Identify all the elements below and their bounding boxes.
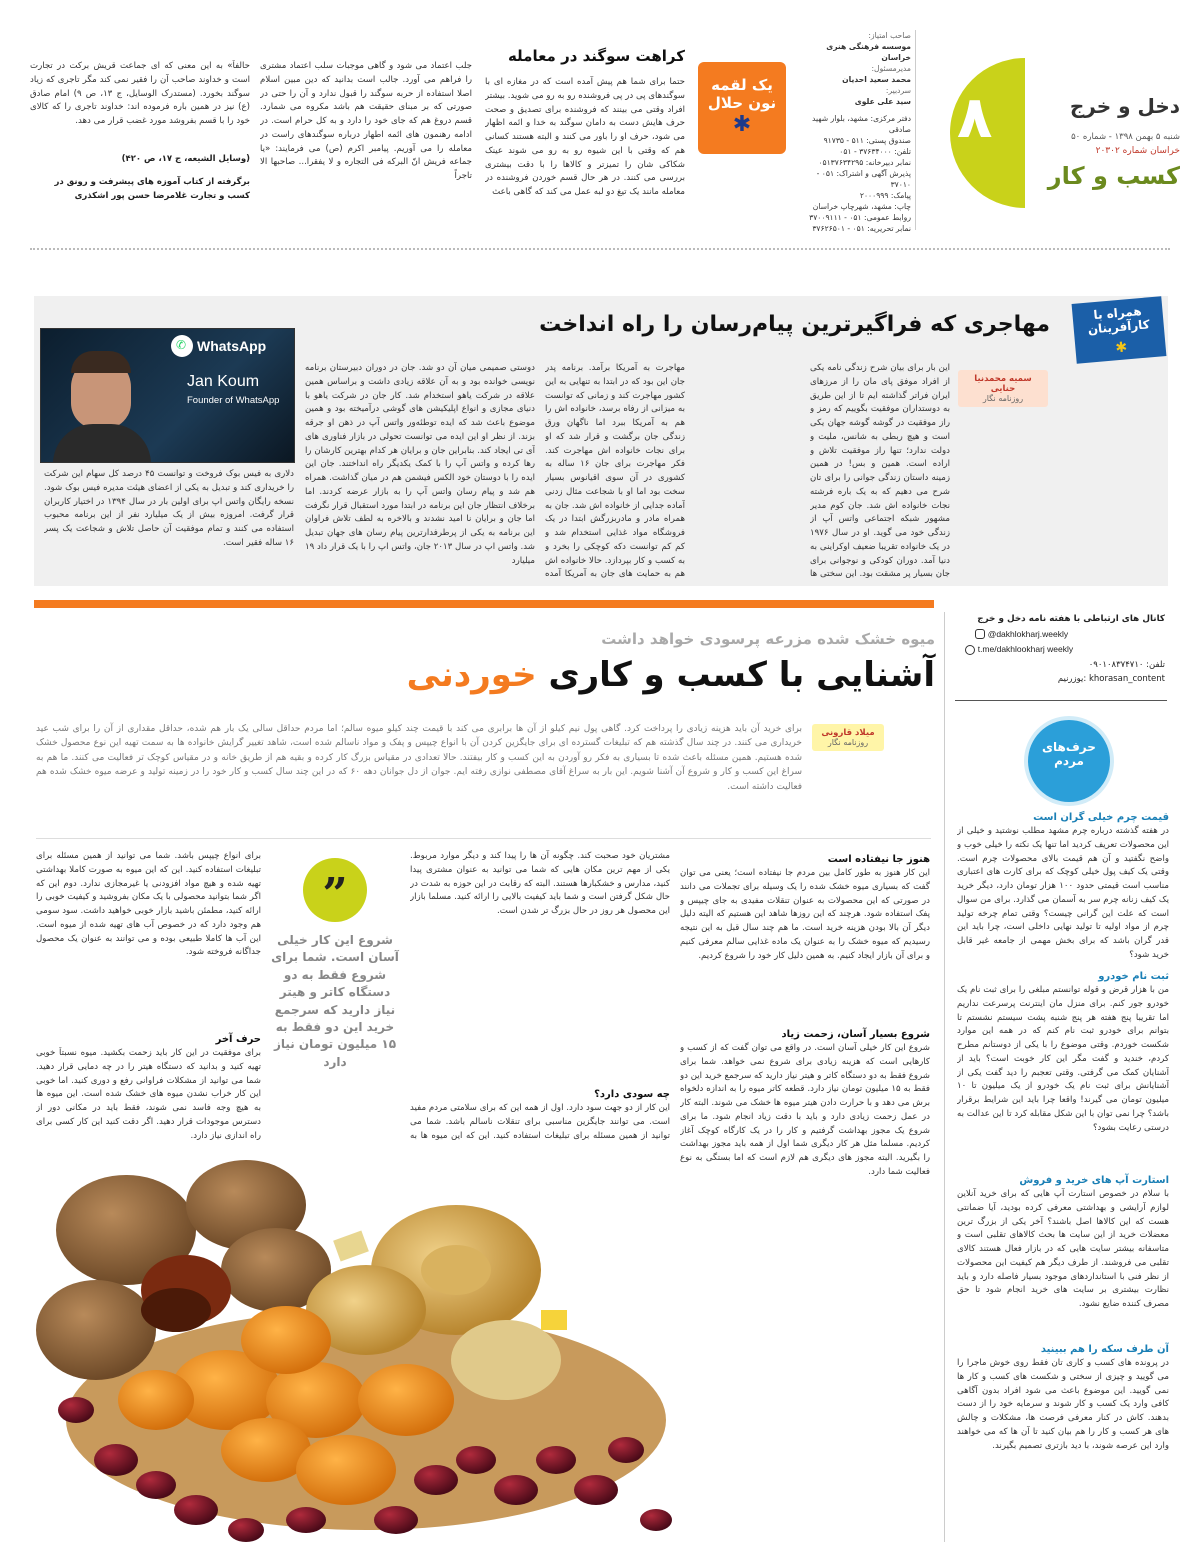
badge-line2: کارآفرینان — [1087, 317, 1151, 337]
feature-text: شروع این کار خیلی آسان است. در واقع می توان گفت که از کسب و کارهایی است که هزینه زیادی برای شروع نمی خواهد. شما برای شروع فقط به دو دستگاه کاتر و هیتر نیاز دارید که سرجمع خرید این دو فقط به ۱۵ میلیون تومان نیاز دارد. قطعه کاتر میوه را به اندازه دلخواه برش می دهد و با حرارت دادن هیتر میوه ها خشک می شوند. البته کار در عمل زحمت زیادی دارد و باید با دقت زیاد انجام شود. ما برای شروع یک مجوز بهداشت گرفتیم و کار را در یک کارگاه کوچک آغاز کردیم. مسلما مثل هر کار دیگری شما اول از همه باید مجوز بهداشت را بگیرید. البته مجوز های دیگری هم لازم است که اما بستگی به نوع فعالیت شما دارد. — [680, 1043, 930, 1177]
star-icon: ✱ — [1114, 339, 1128, 357]
sidebar-divider — [944, 612, 945, 1542]
credit-line: پیامک: ۲۰۰۰۹۹۹ — [859, 191, 911, 200]
manager: محمد سعید احدیان — [842, 75, 911, 84]
quote-icon: ” — [303, 858, 367, 922]
entrepreneur-col: دوستی صمیمی میان آن دو شد. جان در دوران دبیرستان برنامه نویسی خوانده بود و به آن علاقه زیادی داشت و براساس همین علاقه در شرکت یاهو استخدام شد. کار جان در شرکت یاهو با دنیای مجازی و انواع اپلیکیشن های گوشی درآمیخته بود و همین موضوع باعث شد که ایده توطئه‌ور واتس آپ در ذهن او جرقه بزند. از نظر او این ایده می توانست تحولی در بازار فناوری های آی تی ایجاد کند. بنابراین جان و برایان هر کدام بهترین کارشان را رها کرده و واتس آپ را با کمک یکدیگر راه انداختند. جان این ایده را با دوستان خود الکس فیشمن هم در میان گذاشت. همراه هم شد و پیام رسان واتس آپ را به بازار عرضه کردند. اما برخلاف انتظار جان این برنامه در ابتدا مورد استقبال قرار نگرفت اما جان و برایان نا امید نشدند و بالاخره به لطف تلاش فراوان این برنامه به یکی از پرطرفدارترین پیام رسان های جهان تبدیل شد. واتس اپ در سال ۲۰۱۳ جان، واتس اپ را با یک قرار داد ۱۹ میلیارد — [305, 363, 535, 566]
mardom-item-title: قیمت چرم خیلی گران است — [1033, 812, 1169, 823]
author-name: سمیه محمدنیا حنایی — [974, 374, 1032, 394]
feature-title — [350, 655, 935, 695]
mardom-item-title: آن طرف سکه را هم ببینید — [1040, 1344, 1169, 1355]
feature-col-2 — [410, 850, 670, 1150]
feature-text: این کار هنوز به طور کامل بین مردم جا نیفتاده است؛ یعنی می توان گفت که بسیاری میوه خشک شده را یک وسیله برای تجملات می دانند در صورتی که این محصولات به عنوان تنقلات مفیدی به جای چیپس و پفک استفاده شود. هرچند که این روزها شاهد این هستیم که الیته دلیل دیگر آن بالا بودن هزینه خرید است. ما هم چند سال قبل به این نتیجه رسیدیم که میوه خشک را به عنوان یک ماده غذایی سالم معرفی کنیم و برای آن بازار ایجاد کنیم. به همین دلیل کار خود را شروع کردیم. — [680, 868, 930, 961]
mardom-item-title: ثبت نام خودرو — [1098, 971, 1169, 982]
whatsapp-text: WhatsApp — [197, 338, 267, 354]
star-icon: ✱ — [732, 112, 752, 137]
instagram-icon — [975, 629, 985, 639]
photo-name: Jan Koum — [187, 373, 260, 390]
halal-line1: یک لقمه — [711, 76, 773, 94]
dotted-divider — [30, 248, 1170, 250]
telegram-icon — [965, 645, 975, 655]
mardom-item — [957, 1175, 1169, 1338]
feature-kicker: میوه خشک شده مزرعه پرسودی خواهد داشت — [601, 630, 935, 648]
whatsapp-logo — [171, 335, 266, 357]
dried-fruit-photo — [36, 1160, 676, 1545]
jan-koum-photo — [40, 328, 295, 463]
quote-text: شروع این کار خیلی آسان است. شما برای شروع فقط به دو دستگاه کاتر و هیتر نیاز دارید که سرجمع خرید این دو فقط به ۱۵ میلیون تومان نیاز دارد — [271, 933, 399, 1069]
mardom-item-text: من با هزار قرض و قوله توانستم مبلغی را برای ثبت نام یک خودرو جور کنم. برای منزل مان اینترنت پرسرعت نداریم اما تقریبا پنج هفته هر پنج شنبه پشت سیستم نشستم تا بتوانم برای خودرو ثبت نام کنم که در همه این موارد شکست خوردم. وقتی موضوع را با یکی از دوستانم مطرح کردم، خندید و گفت مگر این کار خوبت است؟ باید از آشنایان کمک می گرفتی. وقتی تعجبم را دید گفت یکی از آشنایانش برای ثبت نام یک خودرو از یک میلیون تا ۱۰ میلیون تومان می گیرند! واقعا چرا باید این شرایط برقرار باشد؟ چرا نمی توان با این شکل مقابله کرد تا این عدالت به درستی رعایت بشود؟ — [957, 985, 1169, 1133]
halal-article-col — [30, 60, 250, 240]
entrepreneur-badge — [1072, 296, 1167, 364]
mardom-item — [957, 812, 1169, 965]
halal-ref: (وسایل الشیعه، ج ۱۷، ص ۴۲۰) — [121, 154, 250, 164]
telegram-row — [955, 642, 1165, 657]
channel-box — [955, 612, 1165, 697]
mardom-badge-line2: مردم — [1054, 754, 1084, 768]
halal-box — [698, 62, 786, 154]
mardom-badge — [1028, 720, 1110, 802]
halal-article-title: کراهت سوگند در معامله — [507, 47, 685, 65]
owner: موسسه فرهنگی هنری خراسان — [826, 42, 911, 62]
feature-author-tag — [812, 724, 884, 751]
editor: سید علی علوی — [854, 97, 911, 106]
channel-phone: تلفن: ۰۹۰۱۰۸۳۷۴۷۱۰ — [1088, 659, 1165, 670]
owner-label: صاحب امتیاز: — [868, 31, 911, 40]
section-title: کسب و کار — [1047, 162, 1180, 190]
author-name: میلاد قارونی — [821, 728, 875, 738]
feature-rule — [36, 838, 931, 839]
credit-line: روابط عمومی: ۰۵۱ - ۳۷۰۰۹۱۱۱ — [809, 213, 911, 222]
logo: دخل و خرج — [1069, 94, 1180, 118]
halal-article-col: حتما برای شما هم پیش آمده است که در مغازه ای با سوگندهای پی در پی فروشنده رو به رو می شوید. بیشتر افراد وقتی می بینند که فروشنده برای تصدیق و صحت حرف هایش دست به دامان سوگند به خدا و ائمه اظهار می شود، حرف او را باور می کنند و البته هستند کسانی هم که وقتی با این شیوه رو به رو می شوند عینک شکاکی شان را تمیزتر و کالاها را با دقت بیشتری بررسی می کنند. در هر حال قسم خوردن فروشنده در معامله مانند یک تیغ دو لبه عمل می کند که گاهی باعث — [485, 77, 685, 197]
manager-label: مدیرمسئول: — [871, 64, 911, 73]
author-role: روزنامه نگار — [827, 738, 869, 747]
quote-box — [270, 852, 400, 1122]
mardom-item-text: در پرونده های کسب و کاری تان فقط روی خوش ماجرا را می گویید و چیزی از سختی و شکست های کسب و کار ها نمی گویید. این موضوع باعث می شود افراد بدون آگاهی کافی وارد یک کسب و کار شوند و سرمایه خود را از دست بدهند. کاش در کنار معرفی فرصت ها، مشکلات و چالش های هر کسب و کار را هم بیان کنید تا آن ها که می خواهند وارد این عرصه شوند، با دید بازتری تصمیم بگیرند. — [957, 1358, 1169, 1451]
photo-role: Founder of WhatsApp — [187, 395, 280, 406]
instagram-handle[interactable]: @dakhlokharj.weekly — [987, 628, 1069, 639]
credit-line: تلفن: ۳۷۶۳۴۰۰۰ - ۰۵۱ — [839, 147, 911, 156]
channel-id: khorasan_content :یوزرنیم — [1057, 674, 1165, 685]
mardom-item — [957, 971, 1169, 1169]
instagram-row — [955, 627, 1165, 642]
feature-col-1 — [680, 850, 930, 1545]
section-heading: حرف آخر — [215, 1034, 261, 1045]
halal-article-col: جلب اعتماد می شود و گاهی موجبات سلب اعتماد مشتری را فراهم می آورد. جالب است بدانید که دین مبین اسلام اصلا استفاده از حربه سوگند را قبول ندارد و آن را حتی در صورتی که بر مبنای حقیقت هم باشد مکروه می شمارد. قسم دروغ هم که جای خود را دارد و به کل حرام است. در ادامه رهنمون های ائمه اطهار درباره سوگندهای راست در معامله را می آوریم. پیامبر اکرم (ص) می فرمایند: «یا جماعه فریش انّ البرکه فی التجاره و لا یفقرا... صاحبها الا تاجراً — [260, 61, 472, 181]
mardom-item-text: در هفته گذشته درباره چرم مشهد مطلب نوشتید و خیلی از این محصولات تعریف کردید اما تنها یک نکته را خیلی خوب و واضح نگفتید و آن هم قیمت بالای محصولات چرم است. وقتی یک کیف پول خیلی کوچک که برای کارت های اعتباری مناسب است قیمتی حدود ۱۰۰ هزار تومان دارد، دیگر خرید یک کیف زنانه چرم سر به آسمان می گذارد. برای من سوال است که علت این گرانی چیست؟ وقتی تمام چرخه تولید چرم از مواد اولیه تا تولید نهایی داخلی است، چرا باید این قدر گران باشد که برای بخش مهمی از جامعه غیر قابل خرید شود؟ — [957, 826, 1169, 960]
dried-fruit-illustration — [36, 1160, 676, 1545]
orange-rule — [34, 600, 934, 608]
section-heading: شروع بسیار آسان، زحمت زیاد — [781, 1029, 930, 1040]
entrepreneur-col: این بار برای بیان شرح زندگی نامه یکی از افراد موفق پای مان را از مرزهای ایران فراتر گذاشته ایم تا از این طریق به دوستداران موفقیت بگوییم که رمز و راز موفقیت در گوشه گوشه جهان یکی است و هیچ ربطی به شانس، ملیت و دولت ندارد؛ تنها راز موفقیت تلاش و اراده است. همین و بس! در همین زمینه داستان زندگی جوانی را برای تان شرح می دهیم که به یک باره فرشته نجات خانواده اش شد. جان کوم مدیر مشهور شبکه اجتماعی واتس آپ از زندگی خود می گوید. او در سال ۱۹۷۶ در یک خانواده تقریبا ضعیف اوکراینی به دنیا آمد. دوران کودکی و نوجوانی برای جان بسیار پر مشقت بود. این سختی ها — [810, 363, 950, 580]
masthead — [1015, 22, 1180, 222]
feature-text: برای انواع چیپس باشد. شما می توانید از همین مسئله برای تبلیغات استفاده کنید. این که این میوه به صورت کاملا بهداشتی تهیه شده و هیچ مواد افزودنی یا غیرمجازی ندارد. دوم این که اگر شما بتوانید محصولی با یک مکان بفروشید و کیفیت خوبی را ارائه کنید، مطمئن باشید بازار خوبی خواهید داشت. سود سومی هم وجود دارد که در خصوص آب های تهیه شده از میوه است. این آب ها کاملا طبیعی بوده و می توانند به عنوان یک محصول جداگانه فروخته شود. — [36, 851, 261, 958]
badge-line1: همراه با — [1092, 303, 1143, 323]
mardom-item — [957, 1344, 1169, 1517]
entrepreneur-col: مهاجرت به آمریکا برآمد. برنامه پدر جان این بود که در ابتدا به تنهایی به این کشور مهاجرت کند و زمانی که توانست به میزانی از رفاه برسد، خانواده اش را هم به آمریکا ببرد اما ناگهان ورق زندگی جان برگشت و قرار شد که او برای نجات خانواده اش مهاجرت کند. فکر مهاجرت برای جان ۱۶ ساله به کشوری در آن سوی اقیانوس بسیار سخت بود اما او با شجاعت مثال زدنی آماده جدایی از خانواده اش شد. جان به همراه مادر و مادربزرگش ابتدا در یک فروشگاه مواد غذایی استخدام شد و کم کم توانست دکه کوچکی را بخرد و به کسب و کار بپردازد. حالا خانواده اش هم به حمایت های جان به آمریکا آمده — [545, 363, 685, 580]
feature-text: این کار از دو جهت سود دارد. اول از همه این که برای سلامتی مردم مفید است. می توانند جایگزین مناسبی برای تنقلات ناسالم باشد. شما می توانید از همین مسئله برای تبلیغات استفاده کنید. این که این میوه ها به — [410, 1103, 670, 1141]
entrepreneur-col: دلاری به فیس بوک فروخت و توانست ۴۵ درصد کل سهام این شرکت را خریداری کند و تبدیل به یکی از اعضای هیئت مدیره فیس بوک شود. نسخه رایگان واتس اپ برای اولین بار در سال ۱۳۹۴ در اختیار کاربران قرار گرفت. امروزه بیش از یک میلیارد نفر از این برنامه محبوب استفاده می کنند و تمام موفقیت آن حاصل تلاش و شجاعت یک پسر ۱۶ ساله فقیر است. — [44, 469, 294, 548]
credit-line: پذیرش آگهی و اشتراک: ۰۵۱ - ۳۷۰۱۰ — [816, 169, 911, 189]
credit-line: نمابر تحریریه: ۰۵۱ - ۳۷۶۲۶۵۰۱ — [812, 224, 911, 233]
halal-line2: نون حلال — [707, 94, 777, 112]
mardom-item-title: استارت آپ های خرید و فروش — [1019, 1175, 1169, 1186]
paper-line: خراسان شماره ۲۰۳۰۲ — [1095, 146, 1180, 156]
feature-text: برای موفقیت در این کار باید زحمت بکشید. میوه نسبتاً خوبی تهیه کنید و بدانید که دستگاه هیتر را در چه دمایی قرار دهید. شما می توانید از مشکلات فراوانی رفع و دوری کنید. اما خوبی این کار خراب نشدن میوه های خشک شده است. این میوه ها به هیچ وجه فاسد نمی شوند، فقط باید در مکانی دور از دسترس موجودات قرار دهید. اگر دقت کنید این کار کسی برای راه اندازی نیاز دارد. — [36, 1048, 261, 1141]
halal-col-text: حالفاً» به این معنی که ای جماعت قریش برکت در تجارت است و خداوند صاحب آن را فقیر نمی کند مگر تاجری که زیاد سوگند بخورد. (مستدرک الوسایل، ج ۱۳، ص ۹) امام صادق (ع) نیز در همین باره فرموده اند: خداوند تاجری را که کالای خود را با قسم بفروشد مورد غضب قرار می دهد. — [30, 61, 250, 126]
section-heading: هنوز جا نیفتاده است — [827, 854, 930, 865]
mardom-list — [957, 806, 1169, 1546]
entrepreneur-title: مهاجری که فراگیرترین پیام‌رسان را راه انداخت — [539, 312, 1050, 337]
section-heading: چه سودی دارد؟ — [594, 1089, 670, 1100]
page-number: ۸ — [957, 83, 993, 151]
issue-date: شنبه ۵ بهمن ۱۳۹۸ - شماره ۵۰ — [1071, 132, 1180, 142]
page-number-badge — [935, 58, 1025, 208]
credit-line: چاپ: مشهد، شهرچاپ خراسان — [812, 202, 911, 211]
phone-icon: ✆ — [176, 338, 187, 352]
feature-title-highlight: خوردنی — [406, 655, 537, 695]
author-tag — [958, 370, 1048, 407]
credits-box — [798, 30, 916, 233]
feature-lead: برای خرید آن باید هزینه زیادی را پرداخت کرد. گاهی پول نیم کیلو از آن ها برابری می کند با قیمت چند کیلو میوه سالم؛ اما مردم حداقل سالی یک بار هم شده، حداقل مقداری از آن را برای شب عید خریداری می کنند. در چند سال گذشته هم که تبلیغات گسترده ای برای جایگزین کردن آن با انواع چیپس و پفک و مواد ناسالم شده است، شاهد تغییر گرایش خانواده ها به سمت تهیه این نوع محصول خشک شده هستیم. همین مسئله باعث شده تا بسیاری به فکر رو آوردن به این کسب و کار بیفتند. حالا تعدادی در مقیاس بزرگ کار کرده و بقیه هم از طریق خانه و در مقیاس کوچک تر فعالیت می کنند. ما هم به سراغ این کسب و کار و شروع آن آشنا شویم. این بار به سراغ آقای مصطفی نوازی رفته ایم. جوان از دل جوانان دهه ۶۰ که در این چند سال کسب و کار خود را در زمینه تولید و عرضه میوه خشک شده هم فعالیت داشته است. — [36, 724, 802, 792]
channel-title: کانال های ارتباطی با هفته نامه دخل و خرج — [977, 614, 1165, 624]
feature-text: مشتریان خود صحبت کند. چگونه آن ها را پیدا کند و دیگر موارد مربوط. یکی از مهم ترین مکان هایی که شما می توانید به عنوان مشتری پیدا کنید، مدارس و خشکبارها هستند. البته که رقابت در این حوزه به شدت در حال شکل گرفتن است و شما باید کیفیت بالایی را ارائه کنید. مسلما بازار این محصول هر روز در حال بزرگ تر شدن است. — [410, 851, 670, 916]
halal-source: برگرفته از کتاب آموزه های پیشرفت و رونق در کسب و تجارت غلامرضا حسن پور اشکذری — [54, 177, 250, 201]
feature-title-main: آشنایی با کسب و کاری — [548, 655, 935, 695]
credit-line: دفتر مرکزی: مشهد، بلوار شهید صادقی — [812, 114, 911, 134]
mardom-badge-line1: حرف‌های — [1042, 740, 1096, 754]
channel-divider — [955, 700, 1167, 701]
person-hair — [71, 351, 131, 373]
editor-label: سردبیر: — [885, 86, 911, 95]
person-shirt — [53, 424, 151, 463]
telegram-link[interactable]: t.me/dakhlookharj weekly — [977, 644, 1074, 655]
mardom-item-text: با سلام در خصوص استارت آپ هایی که برای خرید آنلاین لوازم آرایشی و بهداشتی معرفی کرده بودید، آیا ضمانتی هست که این کالاها اصل باشند؟ آخر یکی از بزرگ ترین معضلات خرید از این سایت ها بحث کالاهای تقلبی است و متاسفانه بیشتر سایت هایی که در بازار فعال هستند کالای تقلبی می فروشند. از طرف دیگر هم کیفیت این محصولات از نظر فنی با استانداردهای موجود بسیار فاصله دارد و باید نظارت بیشتری بر سایت های خرید انجام شود تا حق مصرف کننده ضایع نشود. — [957, 1189, 1169, 1309]
author-role: روزنامه نگار — [982, 394, 1024, 403]
credit-line: نمابر دبیرخانه: ۰۵۱۳۷۶۳۴۲۹۵ — [818, 158, 911, 167]
feature-col-3 — [36, 850, 261, 1160]
whatsapp-icon — [171, 335, 193, 357]
credit-line: صندوق پستی: ۵۱۱ - ۹۱۷۳۵ — [823, 136, 911, 145]
